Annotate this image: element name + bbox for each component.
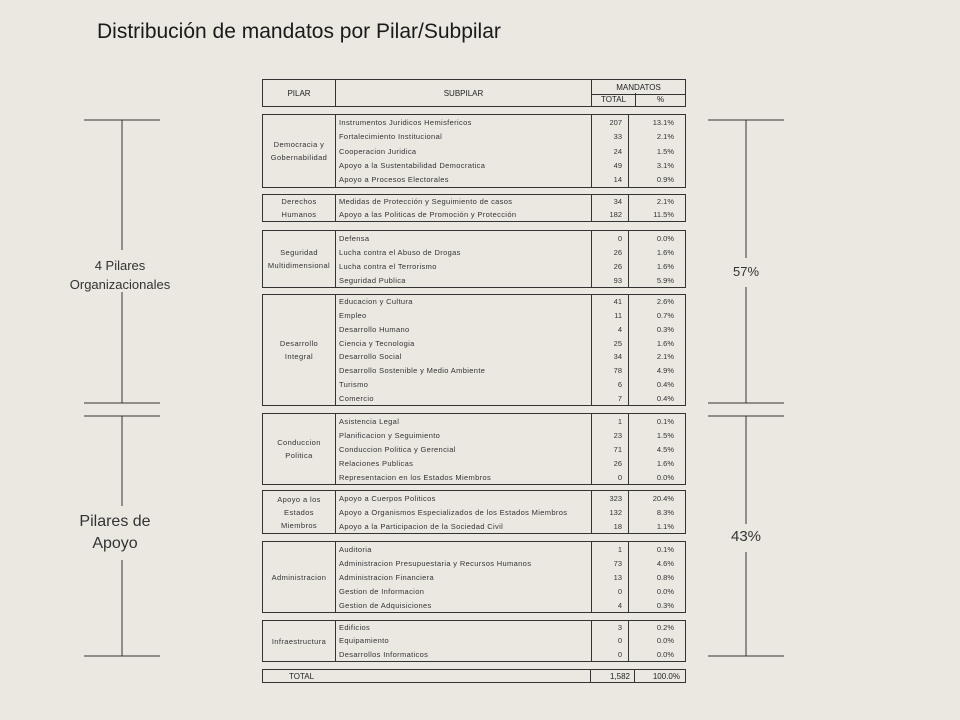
table-row: [336, 634, 685, 647]
mandate-total: 25: [592, 336, 629, 350]
subpilar-name: Medidas de Protección y Seguimiento de casos: [336, 195, 592, 208]
subpilar-name: Apoyo a la Participacion de la Sociedad Civil: [336, 519, 592, 533]
pilar-name: [263, 231, 336, 287]
mandate-percent: 8.3%: [656, 507, 674, 517]
subpilar-name: Educacion y Cultura: [336, 295, 592, 309]
mandate-total: 323: [592, 491, 629, 505]
mandate-percent: 4.6%: [656, 558, 674, 568]
pilar-group: [262, 620, 686, 662]
pilar-group: [262, 294, 686, 406]
mandate-percent: 0.7%: [656, 311, 674, 321]
table-row: [336, 195, 685, 208]
mandate-total: 207: [592, 115, 629, 129]
table-row: [336, 456, 685, 470]
table-row: [336, 584, 685, 598]
pilar-name-line: Derechos: [281, 197, 317, 206]
subpilar-name: Desarrollo Social: [336, 350, 592, 364]
table-row: [336, 245, 685, 259]
mandate-percent: 0.3%: [656, 600, 674, 610]
mandate-percent: 0.3%: [656, 324, 674, 334]
mandate-percent: 2.1%: [656, 132, 674, 142]
mandate-percent: 2.1%: [656, 197, 674, 206]
mandate-total: 132: [592, 505, 629, 519]
pilar-name-line: Conduccion: [277, 438, 321, 447]
pilar-group: [262, 194, 686, 222]
table-row: [336, 542, 685, 556]
pilares-organizacionales-label: [60, 256, 180, 294]
mandate-total: 0: [592, 648, 629, 661]
table-row: [336, 129, 685, 143]
pilar-name-line: Democracia y: [273, 140, 325, 149]
table-row: [336, 442, 685, 456]
page-title: Distribución de mandatos por Pilar/Subpilar: [97, 20, 501, 43]
subpilar-name: Administracion Financiera: [336, 570, 592, 584]
table-row: [336, 556, 685, 570]
subpilar-name: Ciencia y Tecnologia: [336, 336, 592, 350]
subpilar-name: Administracion Presupuestaria y Recursos Humanos: [336, 556, 592, 570]
header-subpilar: SUBPILAR: [336, 80, 592, 106]
table-row: [336, 144, 685, 158]
pilar-name-line: Desarrollo: [279, 339, 319, 348]
mandate-percent: 0.4%: [656, 379, 674, 389]
subpilar-name: Instrumentos Juridicos Hemisfericos: [336, 115, 592, 129]
pilar-name: [263, 542, 336, 612]
pilar-name-line: Multidimensional: [267, 261, 331, 270]
pilar-name-line: Administracion: [271, 572, 327, 582]
subpilar-name: Empleo: [336, 309, 592, 323]
mandate-total: 33: [592, 129, 629, 143]
mandate-percent: 13.1%: [652, 117, 674, 127]
table-row: [336, 259, 685, 273]
mandate-total: 49: [592, 158, 629, 172]
mandate-percent: 0.0%: [656, 472, 674, 482]
header-total: TOTAL: [592, 93, 636, 106]
subpilar-name: Lucha contra el Terrorismo: [336, 259, 592, 273]
pilar-name: [263, 621, 336, 661]
table-row: [336, 115, 685, 129]
mandate-total: 0: [592, 584, 629, 598]
percent-organizacionales: 57%: [733, 264, 760, 279]
subpilar-name: Apoyo a Cuerpos Politicos: [336, 491, 592, 505]
header-mandatos: MANDATOS: [592, 80, 685, 95]
pilar-name: [263, 295, 336, 405]
subpilar-name: Desarrollo Sostenible y Medio Ambiente: [336, 364, 592, 378]
pilar-group: [262, 230, 686, 288]
mandate-total: 18: [592, 519, 629, 533]
pilar-group: [262, 114, 686, 188]
mandate-total: 23: [592, 428, 629, 442]
label-line: Pilares de: [79, 513, 151, 530]
mandate-total: 4: [592, 323, 629, 337]
mandate-total: 71: [592, 442, 629, 456]
mandate-percent: 1.6%: [656, 247, 674, 257]
table-row: [336, 336, 685, 350]
mandate-percent: 0.1%: [656, 544, 674, 554]
table-row: [336, 621, 685, 634]
total-value: 1,582: [592, 670, 635, 682]
subpilar-name: Defensa: [336, 231, 592, 245]
mandate-total: 0: [592, 470, 629, 484]
mandate-percent: 0.0%: [656, 586, 674, 596]
subpilar-name: Relaciones Publicas: [336, 456, 592, 470]
subpilar-name: Fortalecimiento Institucional: [336, 129, 592, 143]
mandate-total: 4: [592, 598, 629, 612]
subpilar-name: Apoyo a la Sustentabilidad Democratica: [336, 158, 592, 172]
mandate-total: 26: [592, 456, 629, 470]
mandate-percent: 2.6%: [656, 297, 674, 307]
mandate-total: 182: [592, 208, 629, 221]
label-line: 4 Pilares: [94, 258, 146, 273]
total-percent: 100.0%: [652, 671, 680, 681]
table-row: [336, 323, 685, 337]
mandate-percent: 4.9%: [656, 366, 674, 376]
pilar-name-line: Seguridad: [280, 248, 318, 257]
pilar-group: [262, 490, 686, 534]
percent-apoyo: 43%: [731, 528, 762, 545]
subpilar-name: Apoyo a las Politicas de Promoción y Protección: [336, 208, 592, 221]
table-row: [336, 295, 685, 309]
mandate-percent: 0.2%: [656, 623, 674, 633]
table-row: [336, 391, 685, 405]
subpilar-name: Gestion de Adquisiciones: [336, 598, 592, 612]
pilar-name-line: Gobernabilidad: [270, 153, 328, 162]
pilar-name-line: Miembros: [280, 520, 318, 530]
mandate-total: 41: [592, 295, 629, 309]
subpilar-name: Equipamiento: [336, 634, 592, 647]
table-row: [336, 428, 685, 442]
table-row: [336, 519, 685, 533]
table-row: [336, 231, 685, 245]
subpilar-name: Desarrollos Informaticos: [336, 648, 592, 661]
subpilar-name: Desarrollo Humano: [336, 323, 592, 337]
table-row: [336, 491, 685, 505]
mandate-percent: 0.1%: [656, 416, 674, 426]
table-row: [336, 378, 685, 392]
mandate-percent: 2.1%: [656, 352, 674, 362]
mandate-percent: 0.4%: [656, 393, 674, 403]
mandate-percent: 1.6%: [656, 458, 674, 468]
mandate-total: 6: [592, 378, 629, 392]
pilar-name-line: Integral: [284, 352, 314, 361]
table-row: [336, 350, 685, 364]
pilar-group: [262, 413, 686, 485]
table-row: [336, 273, 685, 287]
table-row: [336, 470, 685, 484]
table-header: [262, 79, 686, 107]
pilar-name: [263, 491, 336, 533]
subpilar-name: Edificios: [336, 621, 592, 634]
mandate-percent: 0.0%: [656, 649, 674, 659]
label-line: Organizacionales: [69, 277, 171, 292]
mandate-percent: 5.9%: [656, 275, 674, 285]
table-total-row: [262, 669, 686, 683]
table-row: [336, 173, 685, 187]
subpilar-name: Seguridad Publica: [336, 273, 592, 287]
mandate-total: 13: [592, 570, 629, 584]
pilar-group: [262, 541, 686, 613]
mandate-total: 34: [592, 195, 629, 208]
pilar-name: [263, 115, 336, 187]
subpilar-name: Representacion en los Estados Miembros: [336, 470, 592, 484]
table-row: [336, 208, 685, 221]
mandate-total: 78: [592, 364, 629, 378]
pilar-name: [263, 195, 336, 221]
mandate-percent: 1.6%: [656, 338, 674, 348]
pilar-name-line: Infraestructura: [271, 636, 327, 646]
subpilar-name: Comercio: [336, 391, 592, 405]
table-row: [336, 505, 685, 519]
pilar-name-line: Apoyo a los: [277, 494, 321, 504]
header-percent: %: [656, 95, 665, 104]
table-row: [336, 364, 685, 378]
mandate-percent: 1.5%: [656, 146, 674, 156]
mandate-total: 26: [592, 259, 629, 273]
subpilar-name: Planificacion y Seguimiento: [336, 428, 592, 442]
table-row: [336, 570, 685, 584]
table-row: [336, 158, 685, 172]
pilar-name-line: Politica: [285, 451, 313, 460]
mandate-percent: 1.1%: [656, 521, 674, 531]
mandate-percent: 11.5%: [653, 210, 674, 219]
mandate-total: 73: [592, 556, 629, 570]
pilar-name-line: Humanos: [281, 210, 317, 219]
mandate-percent: 1.5%: [656, 430, 674, 440]
mandate-percent: 0.0%: [656, 636, 674, 646]
table-row: [336, 414, 685, 428]
mandate-total: 1: [592, 414, 629, 428]
mandate-percent: 3.1%: [656, 160, 674, 170]
pilar-name: [263, 414, 336, 484]
mandate-total: 0: [592, 634, 629, 647]
subpilar-name: Asistencia Legal: [336, 414, 592, 428]
label-line: Apoyo: [92, 535, 138, 552]
mandate-total: 1: [592, 542, 629, 556]
mandate-total: 14: [592, 173, 629, 187]
subpilar-name: Conduccion Politica y Gerencial: [336, 442, 592, 456]
mandate-percent: 0.0%: [656, 233, 674, 243]
mandate-total: 93: [592, 273, 629, 287]
pilar-name-line: Estados: [284, 507, 314, 517]
mandate-total: 3: [592, 621, 629, 634]
subpilar-name: Gestion de Informacion: [336, 584, 592, 598]
header-pilar: PILAR: [263, 80, 336, 106]
table-row: [336, 309, 685, 323]
subpilar-name: Cooperacion Juridica: [336, 144, 592, 158]
mandate-total: 0: [592, 231, 629, 245]
subpilar-name: Apoyo a Procesos Electorales: [336, 173, 592, 187]
mandate-total: 26: [592, 245, 629, 259]
mandate-total: 7: [592, 391, 629, 405]
mandate-percent: 1.6%: [656, 261, 674, 271]
total-label: TOTAL: [263, 670, 591, 682]
table-row: [336, 648, 685, 661]
mandate-percent: 4.5%: [656, 444, 674, 454]
subpilar-name: Turismo: [336, 378, 592, 392]
mandate-total: 24: [592, 144, 629, 158]
table-row: [336, 598, 685, 612]
subpilar-name: Apoyo a Organismos Especializados de los Estados Miembros: [336, 505, 592, 519]
mandate-total: 34: [592, 350, 629, 364]
mandate-percent: 0.9%: [656, 175, 674, 185]
mandate-percent: 0.8%: [656, 572, 674, 582]
subpilar-name: Lucha contra el Abuso de Drogas: [336, 245, 592, 259]
mandate-total: 11: [592, 309, 629, 323]
pilares-apoyo-label: [60, 511, 170, 555]
mandate-percent: 20.4%: [652, 493, 674, 503]
subpilar-name: Auditoria: [336, 542, 592, 556]
